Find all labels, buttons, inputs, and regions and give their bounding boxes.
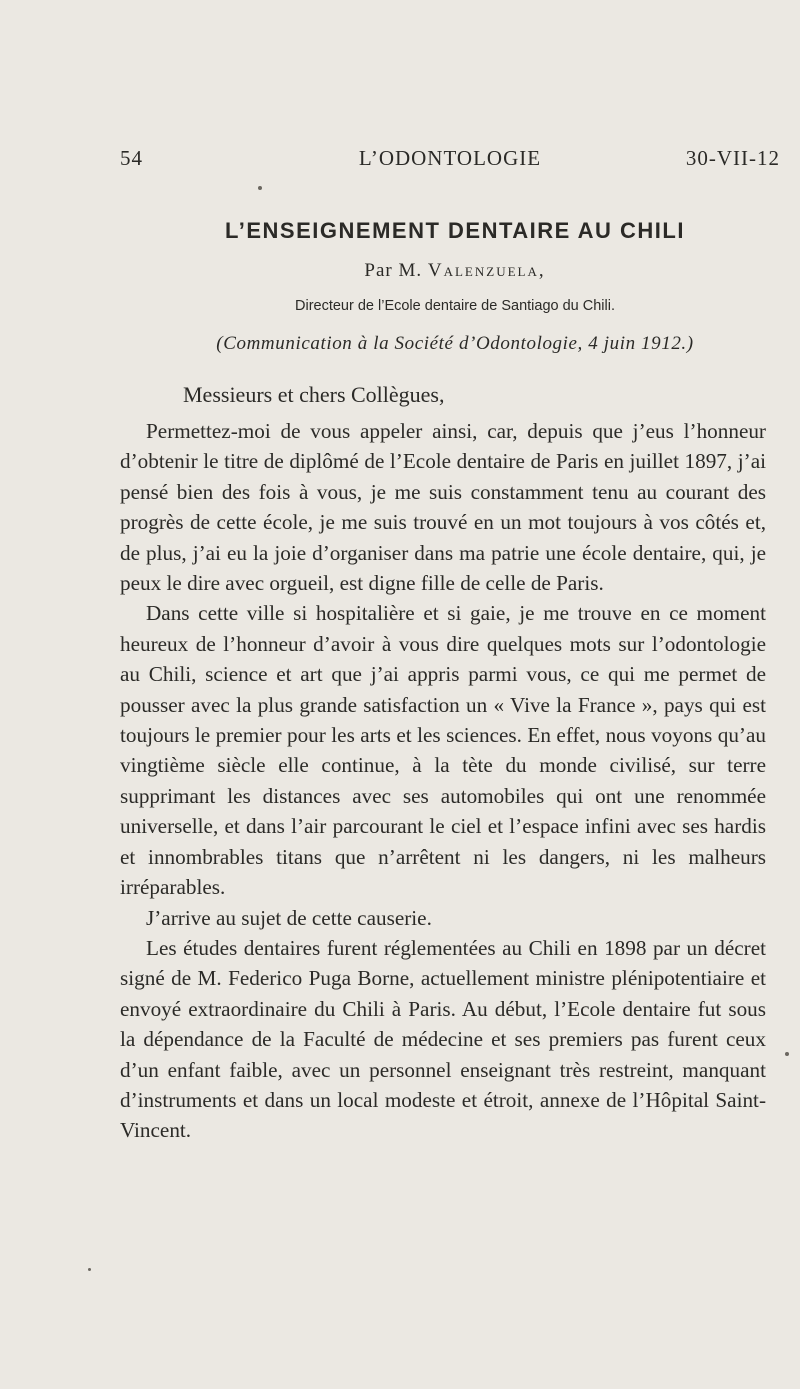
paragraph: Les études dentaires furent réglementées au Chili en 1898 par un décret signé de M. Federico Puga Borne, actuellement ministre plénipotentiaire et envoyé extraordinaire du Chili à Paris. Au début, l’Ecole dentaire fut sous la dépendance de la Faculté de médecine et ses premiers pas furent ceux d’un enfant faible, avec un personnel enseignant très restreint, manquant d’instruments et dans un local modeste et étroit, annexe de l’Hôpital Saint-Vincent. [120, 935, 766, 1143]
author-name: Valenzuela, [427, 260, 546, 281]
journal-title: L’ODONTOLOGIE [358, 146, 542, 170]
salutation: Messieurs et chers Collègues, [183, 382, 445, 407]
issue-date: 30-VII-12 [685, 146, 780, 170]
byline-prefix: Par M. [364, 260, 423, 281]
paper-speck [258, 186, 262, 190]
paragraph: Permettez-moi de vous appeler ainsi, car, depuis que j’eus l’honneur d’obtenir le titre de diplômé de l’Ecole dentaire de Paris en juillet 1897, j’ai pensé bien des fois à vous, je me suis constamment tenu au courant des progrès de cette école, je me suis trouvé en un mot toujours à vos côtés et, de plus, j’ai eu la joie d’organiser dans ma patrie une école dentaire, qui, je peux le dire avec orgueil, est digne fille de celle de Paris. [120, 419, 766, 596]
paragraph: Dans cette ville si hospitalière et si gaie, je me trouve en ce moment heureux de l’honneur d’avoir à vous dire quelques mots sur l’odontologie au Chili, science et art que j’ai appris parmi vous, ce qui me permet de pousser avec la plus grande satisfaction un « Vive la France », pays qui est toujours le premier pour les arts et les sciences. En effet, nous voyons qu’au vingtième siècle elle continue, à la tète du monde civilisé, sur terre supprimant les distances avec ses automobiles qui ont une renommée universelle, et dans l’air parcourant le ciel et l’espace infini avec ses hardis et innombrables titans que n’arrêtent ni les dangers, ni les malheurs irréparables. [120, 601, 766, 900]
communication-note: (Communication à la Société d’Odontologie, 4 juin 1912.) [216, 333, 694, 354]
article-body [120, 416, 766, 1146]
article-title: L’ENSEIGNEMENT DENTAIRE AU CHILI [225, 218, 685, 243]
paper-speck [88, 1268, 91, 1271]
byline [120, 260, 790, 282]
author-affiliation: Directeur de l’Ecole dentaire de Santiago du Chili. [295, 298, 615, 314]
paragraph: J’arrive au sujet de cette causerie. [146, 905, 432, 930]
paper-speck [785, 1052, 789, 1056]
page-number: 54 [120, 146, 143, 170]
